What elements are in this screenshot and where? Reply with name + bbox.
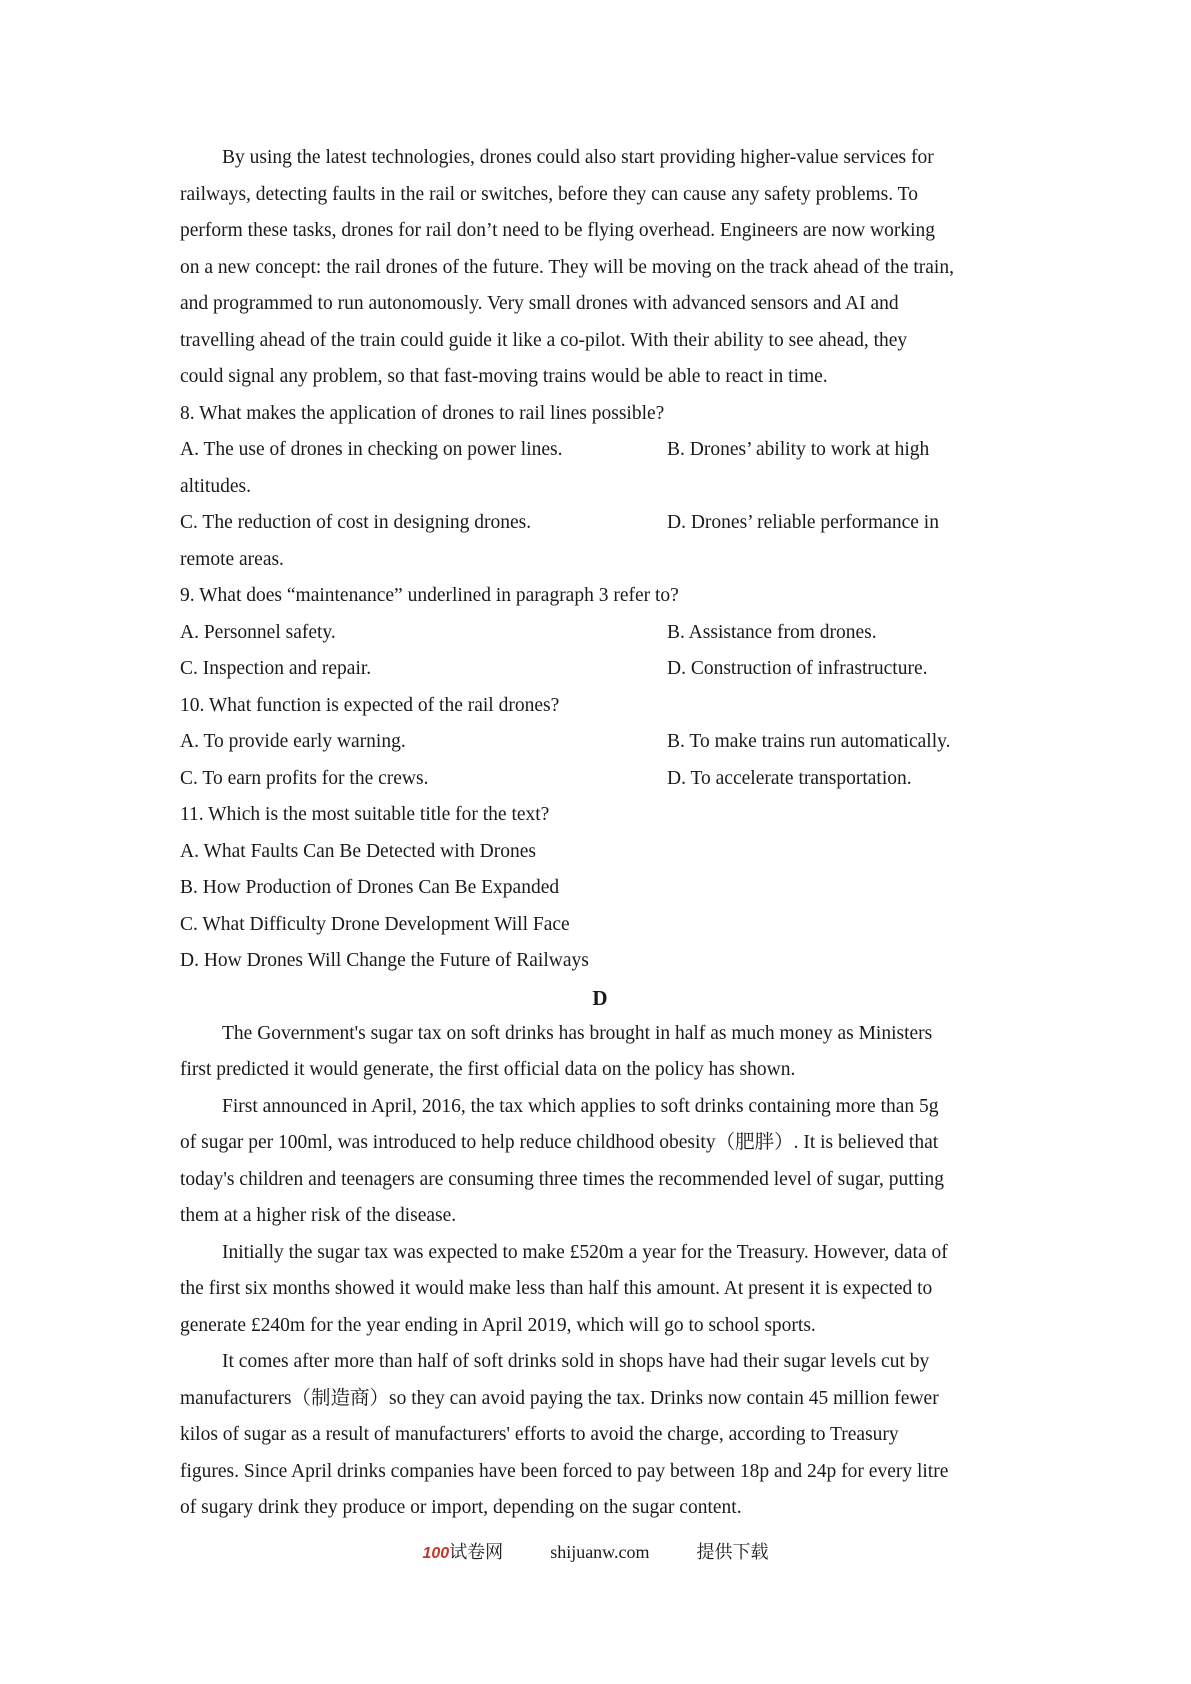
option-d: D. Construction of infrastructure. [667, 658, 928, 679]
option-b: B. Drones’ ability to work at high [667, 439, 930, 460]
text-line: The Government's sugar tax on soft drinks has brought in half as much money as Ministers [222, 1022, 933, 1044]
site-url[interactable]: shijuanw.com [550, 1542, 650, 1562]
option-c: C. Inspection and repair. [180, 658, 372, 679]
section-d-title: D [592, 985, 608, 1010]
text-line: on a new concept: the rail drones of the future. They will be moving on the track ahead of the train, [180, 256, 954, 278]
question-8 [180, 396, 1020, 579]
text-line: generate £240m for the year ending in April 2019, which will go to school sports. [180, 1314, 816, 1336]
option-b: B. How Production of Drones Can Be Expanded [180, 877, 560, 898]
option-continuation: altitudes. [180, 475, 251, 497]
text-line: them at a higher risk of the disease. [180, 1205, 457, 1226]
text-line: railways, detecting faults in the rail or switches, before they can cause any safety problems. To [180, 183, 918, 205]
option-row [180, 651, 1020, 688]
text-line: It comes after more than half of soft drinks sold in shops have had their sugar levels cut by [222, 1351, 930, 1372]
option-b: B. To make trains run automatically. [667, 731, 951, 752]
passage-c-paragraph [180, 140, 1020, 396]
text-line: today's children and teenagers are consuming three times the recommended level of sugar, putting [180, 1168, 945, 1190]
option-a: A. The use of drones in checking on power lines. [180, 439, 563, 460]
option-a: A. Personnel safety. [180, 621, 336, 643]
question-text: 9. What does “maintenance” underlined in paragraph 3 refer to? [180, 585, 679, 606]
option-a: A. To provide early warning. [180, 731, 406, 752]
question-text: 8. What makes the application of drones to rail lines possible? [180, 402, 665, 424]
option-row [180, 724, 1020, 761]
option-d: D. Drones’ reliable performance in [667, 512, 939, 533]
question-10 [180, 688, 1020, 798]
text-line: manufacturers（制造商）so they can avoid paying the tax. Drinks now contain 45 million fewer [180, 1387, 939, 1409]
text-line: the first six months showed it would make less than half this amount. At present it is expected to [180, 1278, 933, 1299]
page-footer [0, 1538, 1191, 1564]
text-line: Initially the sugar tax was expected to make £520m a year for the Treasury. However, data of [222, 1241, 948, 1263]
option-b: B. Assistance from drones. [667, 621, 877, 643]
option-row [180, 505, 1020, 542]
passage-d-paragraph-1 [180, 1016, 1020, 1089]
text-line: of sugar per 100ml, was introduced to help reduce childhood obesity（肥胖）. It is believed that [180, 1132, 939, 1153]
question-text: 10. What function is expected of the rail drones? [180, 694, 560, 716]
text-line: First announced in April, 2016, the tax which applies to soft drinks containing more than 5g [222, 1095, 939, 1117]
text-line: kilos of sugar as a result of manufacturers' efforts to avoid the charge, according to Treasury [180, 1424, 899, 1445]
text-line: figures. Since April drinks companies have been forced to pay between 18p and 24p for every litre [180, 1460, 949, 1482]
option-row [180, 432, 1020, 469]
option-continuation: remote areas. [180, 548, 284, 570]
option-row [180, 761, 1020, 798]
option-c: C. The reduction of cost in designing drones. [180, 512, 532, 533]
passage-d-paragraph-2 [180, 1089, 1020, 1235]
site-logo-text: 试卷网 [449, 1542, 504, 1562]
text-line: and programmed to run autonomously. Very small drones with advanced sensors and AI and [180, 293, 899, 314]
question-11 [180, 797, 1020, 980]
text-line: first predicted it would generate, the first official data on the policy has shown. [180, 1059, 796, 1080]
option-a: A. What Faults Can Be Detected with Drones [180, 840, 536, 862]
question-text: 11. Which is the most suitable title for the text? [180, 804, 550, 825]
text-line: could signal any problem, so that fast-moving trains would be able to react in time. [180, 366, 828, 387]
question-9 [180, 578, 1020, 688]
option-d: D. How Drones Will Change the Future of Railways [180, 950, 589, 971]
option-c: C. What Difficulty Drone Development Will Face [180, 913, 570, 935]
option-row [180, 615, 1020, 652]
exam-page [180, 140, 1020, 1527]
site-logo: 100 [422, 1545, 450, 1562]
option-c: C. To earn profits for the crews. [180, 767, 429, 789]
passage-d-paragraph-3 [180, 1235, 1020, 1345]
text-line: perform these tasks, drones for rail don’t need to be flying overhead. Engineers are now working [180, 220, 936, 241]
option-d: D. To accelerate transportation. [667, 767, 912, 789]
text-line: of sugary drink they produce or import, depending on the sugar content. [180, 1497, 742, 1518]
text-line: travelling ahead of the train could guide it like a co-pilot. With their ability to see ahead, they [180, 329, 908, 351]
download-note: 提供下载 [696, 1542, 769, 1562]
text-line: By using the latest technologies, drones could also start providing higher-value services for [222, 147, 934, 168]
passage-d-paragraph-4 [180, 1344, 1020, 1527]
